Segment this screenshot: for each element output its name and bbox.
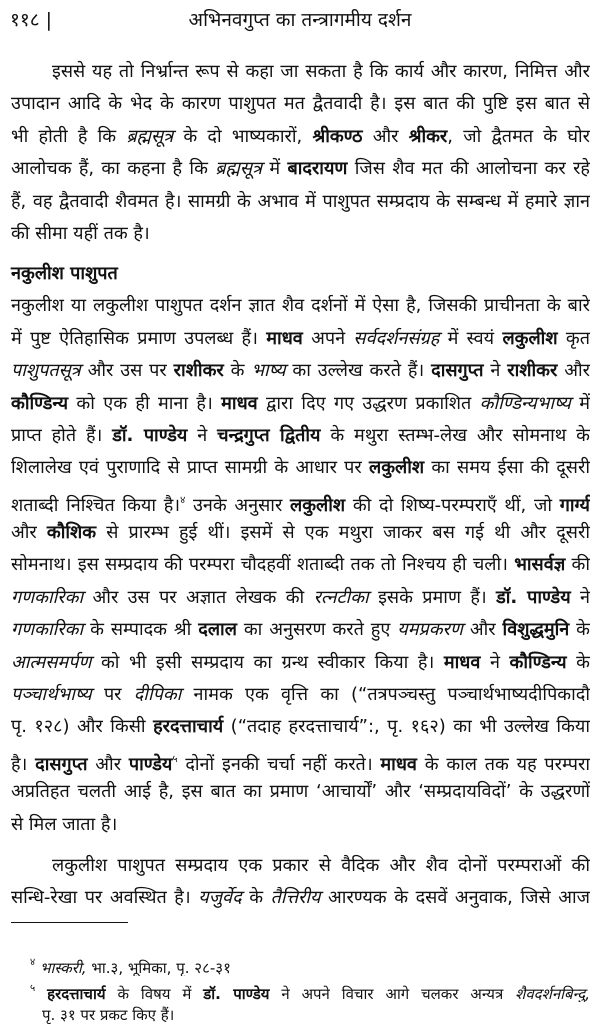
text-run: और उस पर अज्ञात लेखक की: [83, 586, 314, 608]
text-line: [11, 388, 590, 420]
italic-text: ब्रह्मसूत्र: [215, 158, 263, 180]
bold-text: डॉ. पाण्डेय: [496, 586, 571, 608]
bold-text: गार्ग्य: [559, 494, 590, 516]
text-run: लकुलीश पाशुपत सम्प्रदाय एक प्रकार से वैदिक और शैव दोनों परम्पराओं की: [52, 854, 590, 876]
bold-text: दासगुप्त: [35, 753, 88, 775]
text-run: के: [569, 619, 590, 641]
bold-text: लकुलीश: [502, 327, 558, 349]
paragraph: [11, 290, 590, 841]
text-run: को भी इसी सम्प्रदाय का ग्रन्थ स्वीकार किया है।: [91, 651, 444, 673]
paragraph-gap: [11, 841, 590, 850]
bold-text: माधव: [266, 327, 303, 349]
text-run: पृ. ३१ पर प्रकट किए हैं।: [42, 1006, 175, 1024]
italic-text: रत्नटीका: [313, 586, 369, 608]
text-run: और: [87, 753, 129, 775]
text-line: [11, 88, 590, 120]
text-run: के: [241, 887, 271, 909]
italic-text: दीपिका: [133, 684, 182, 706]
text-run: इसके प्रमाण हैं।: [368, 586, 497, 608]
text-line: [11, 355, 590, 387]
text-line: [11, 452, 590, 484]
text-run: के: [566, 651, 590, 673]
text-run: प्राप्त होते हैं।: [11, 424, 113, 446]
text-run: ने: [570, 586, 590, 608]
text-run: के सम्पादक श्री: [83, 619, 199, 641]
italic-text: भास्करी,: [39, 959, 87, 976]
bold-text: दासगुप्त: [431, 360, 484, 382]
text-run: उनके अनुसार: [185, 494, 290, 516]
bold-text: कौण्डिन्य: [509, 651, 567, 673]
text-line: [11, 882, 590, 914]
italic-text: कौण्डिन्यभाष्य: [479, 392, 571, 414]
text-run: के मथुरा स्तम्भ-लेख और सोमनाथ के: [320, 424, 590, 446]
bold-text: माधव: [380, 753, 417, 775]
text-run: के विषय में: [105, 985, 204, 1002]
italic-text: पाशुपतसूत्र: [11, 360, 81, 382]
page-number: ११८ |: [10, 9, 53, 31]
bold-text: बादरायण: [287, 158, 348, 180]
italic-text: तैत्तिरीय: [270, 887, 321, 909]
text-run: ने: [187, 424, 218, 446]
bold-text: पाण्डेय: [128, 753, 173, 775]
bold-text: भासर्वज्ञ: [514, 554, 566, 576]
text-run: अप्रतिहत चलती आई है, इस बात का प्रमाण ‘आचार्यों’ और ‘सम्प्रदायविदों’ के उद्धरणों: [11, 781, 590, 803]
text-line: [11, 744, 590, 776]
text-run: है।: [11, 753, 36, 775]
footnote: [30, 950, 590, 976]
bold-text: श्रीकर: [408, 125, 448, 147]
paragraph: [11, 850, 590, 915]
text-line: [11, 809, 590, 841]
text-line: [11, 850, 590, 882]
text-line: [11, 218, 590, 250]
text-run: का उल्लेख करते हैं।: [285, 360, 432, 382]
text-run: ने: [480, 651, 510, 673]
text-run: शिलालेख एवं पुराणादि से प्राप्त सामग्री के आधार पर: [11, 457, 369, 479]
text-line: [11, 153, 590, 185]
text-run: और उस पर: [80, 360, 174, 382]
text-line: [11, 614, 590, 646]
text-run: की दो शिष्य-परम्पराएँ थीं, जो: [345, 494, 560, 516]
footnote-divider: [11, 922, 128, 923]
bold-text: हरदत्ताचार्य: [47, 985, 106, 1002]
text-run: शताब्दी निश्चित किया है।: [11, 494, 181, 516]
text-run: नामक एक वृत्ति का (“तत्रपञ्चस्तु पञ्चार्थभाष्यदीपिकादौ: [193, 684, 590, 706]
italic-text: आत्मसमर्पण: [11, 651, 92, 673]
main-text: [11, 56, 590, 915]
text-line: [30, 976, 590, 1002]
footnote-marker: ५: [172, 753, 178, 765]
text-line: [11, 323, 590, 355]
italic-text: ब्रह्मसूत्र: [126, 125, 174, 147]
text-line: [11, 517, 590, 549]
bold-text: माधव: [221, 392, 258, 414]
text-run: में: [262, 158, 288, 180]
bold-text: विशुद्धमुनि: [502, 619, 570, 641]
text-run: नकुलीश या लकुलीश पाशुपत दर्शन ज्ञात शैव दर्शनों में ऐसा है, जिसकी प्राचीनता के बारे: [11, 295, 590, 317]
text-run: का समय ईसा की दूसरी: [424, 457, 590, 479]
text-run: सोमनाथ। इस सम्प्रदाय की परम्परा चौदहवीं शताब्दी तक तो निश्चय ही चली।: [11, 554, 515, 576]
text-run: जिस शैव मत की आलोचना कर रहे: [347, 158, 590, 180]
text-run: द्वारा दिए गए उद्धरण प्रकाशित: [257, 392, 480, 414]
bold-text: चन्द्रगुप्त द्वितीय: [217, 424, 321, 446]
text-run: [35, 985, 47, 1002]
text-line: [11, 290, 590, 322]
section-heading: नकुलीश पाशुपत: [11, 263, 118, 285]
text-run: पृ. १२८) और किसी: [11, 716, 154, 738]
bold-text: राशीकर: [173, 360, 224, 382]
italic-text: सर्वदर्शनसंग्रह: [353, 327, 440, 349]
text-run: में पुष्ट ऐतिहासिक प्रमाण उपलब्ध हैं।: [11, 327, 267, 349]
text-run: से मिल जाता है।: [11, 813, 118, 835]
bold-text: हरदत्ताचार्य: [153, 716, 224, 738]
text-run: के दो भाष्यकारों,: [173, 125, 313, 147]
footnotes: [30, 950, 590, 1028]
italic-text: गणकारिका: [11, 619, 84, 641]
text-run: दोनों इनकी चर्चा नहीं करते।: [177, 753, 381, 775]
text-run: और: [557, 360, 590, 382]
text-line: [11, 679, 590, 711]
text-line: [11, 647, 590, 679]
text-run: आरण्यक के दसवें अनुवाक, जिसे आज: [320, 887, 590, 909]
footnote-marker: ४: [30, 957, 36, 968]
paragraph: [11, 56, 590, 250]
text-run: ने: [483, 360, 508, 382]
text-line: [30, 1002, 590, 1028]
italic-text: यमप्रकरण: [397, 619, 463, 641]
text-run: ने अपने विचार आगे चलकर अन्यत्र: [269, 985, 516, 1002]
bold-text: राशीकर: [507, 360, 558, 382]
text-run: सन्धि-रेखा पर अवस्थित है।: [11, 887, 199, 909]
text-line: [11, 549, 590, 581]
footnote: [30, 976, 590, 1028]
text-run: में स्वयं: [439, 327, 503, 349]
text-run: आलोचक हैं, का कहना है कि: [11, 158, 216, 180]
italic-text: गणकारिका: [11, 586, 84, 608]
text-run: भी होती है कि: [11, 125, 127, 147]
text-line: [11, 711, 590, 743]
text-run: और: [11, 522, 47, 544]
text-run: और: [362, 125, 409, 147]
text-line: [11, 186, 590, 218]
running-title: अभिनवगुप्त का तन्त्रागमीय दर्शन: [188, 9, 412, 31]
text-line: [11, 485, 590, 517]
text-line: [11, 420, 590, 452]
text-run: से प्रारम्भ हुई थीं। इसमें से एक मथुरा जाकर बस गई थी और दूसरी: [96, 522, 590, 544]
text-run: अपने: [302, 327, 354, 349]
text-line: [11, 582, 590, 614]
text-run: की सीमा यहीं तक है।: [11, 222, 150, 244]
bold-text: लकुलीश: [290, 494, 346, 516]
text-run: कृत: [557, 327, 590, 349]
italic-text: यजुर्वेद: [198, 887, 242, 909]
bold-text: माधव: [443, 651, 481, 673]
text-run: इससे यह तो निर्भ्रान्त रूप से कहा जा सकता है कि कार्य और कारण, निमित्त और: [52, 61, 590, 82]
italic-text: भाष्य: [251, 360, 286, 382]
text-run: हैं, वह द्वैतवादी शैवमत है। सामग्री के अभाव में पाशुपत सम्प्रदाय के सम्बन्ध में हमारे ज्ञान: [11, 190, 590, 212]
text-run: और: [462, 619, 503, 641]
bold-text: दलाल: [198, 619, 237, 641]
text-line: [11, 121, 590, 153]
bold-text: डॉ. पाण्डेय: [203, 985, 270, 1002]
text-run: उपादान आदि के भेद के कारण पाशुपत मत द्वैतवादी है। इस बात की पुष्टि इस बात से: [11, 93, 590, 115]
text-run: , जो द्वैतमत के घोर: [447, 125, 590, 147]
text-run: (“तदाह हरदत्ताचार्य”:, पृ. १६२) का भी उल्लेख किया: [223, 716, 590, 738]
text-run: में: [570, 392, 590, 414]
text-line: [30, 950, 590, 976]
text-run: के: [223, 360, 252, 382]
italic-text: पञ्चार्थभाष्य: [11, 684, 92, 706]
bold-text: कौशिक: [46, 522, 97, 544]
text-run: के काल तक यह परम्परा: [416, 753, 590, 775]
text-run: पर: [91, 684, 134, 706]
bold-text: लकुलीश: [368, 457, 425, 479]
bold-text: श्रीकण्ठ: [312, 125, 363, 147]
bold-text: कौण्डिन्य: [11, 392, 69, 414]
bold-text: डॉ. पाण्डेय: [112, 424, 188, 446]
running-header: [10, 6, 590, 36]
footnote-marker: ४: [180, 494, 186, 506]
text-run: को एक ही माना है।: [68, 392, 222, 414]
text-run: भा.३, भूमिका, पृ. २८-३१: [86, 959, 231, 976]
text-run: का अनुसरण करते हुए: [236, 619, 398, 641]
text-line: [11, 776, 590, 808]
text-line: [11, 56, 590, 88]
footnote-marker: ५: [30, 983, 36, 994]
text-run: की: [565, 554, 590, 576]
italic-text: शैवदर्शनबिन्दु,: [515, 985, 590, 1002]
